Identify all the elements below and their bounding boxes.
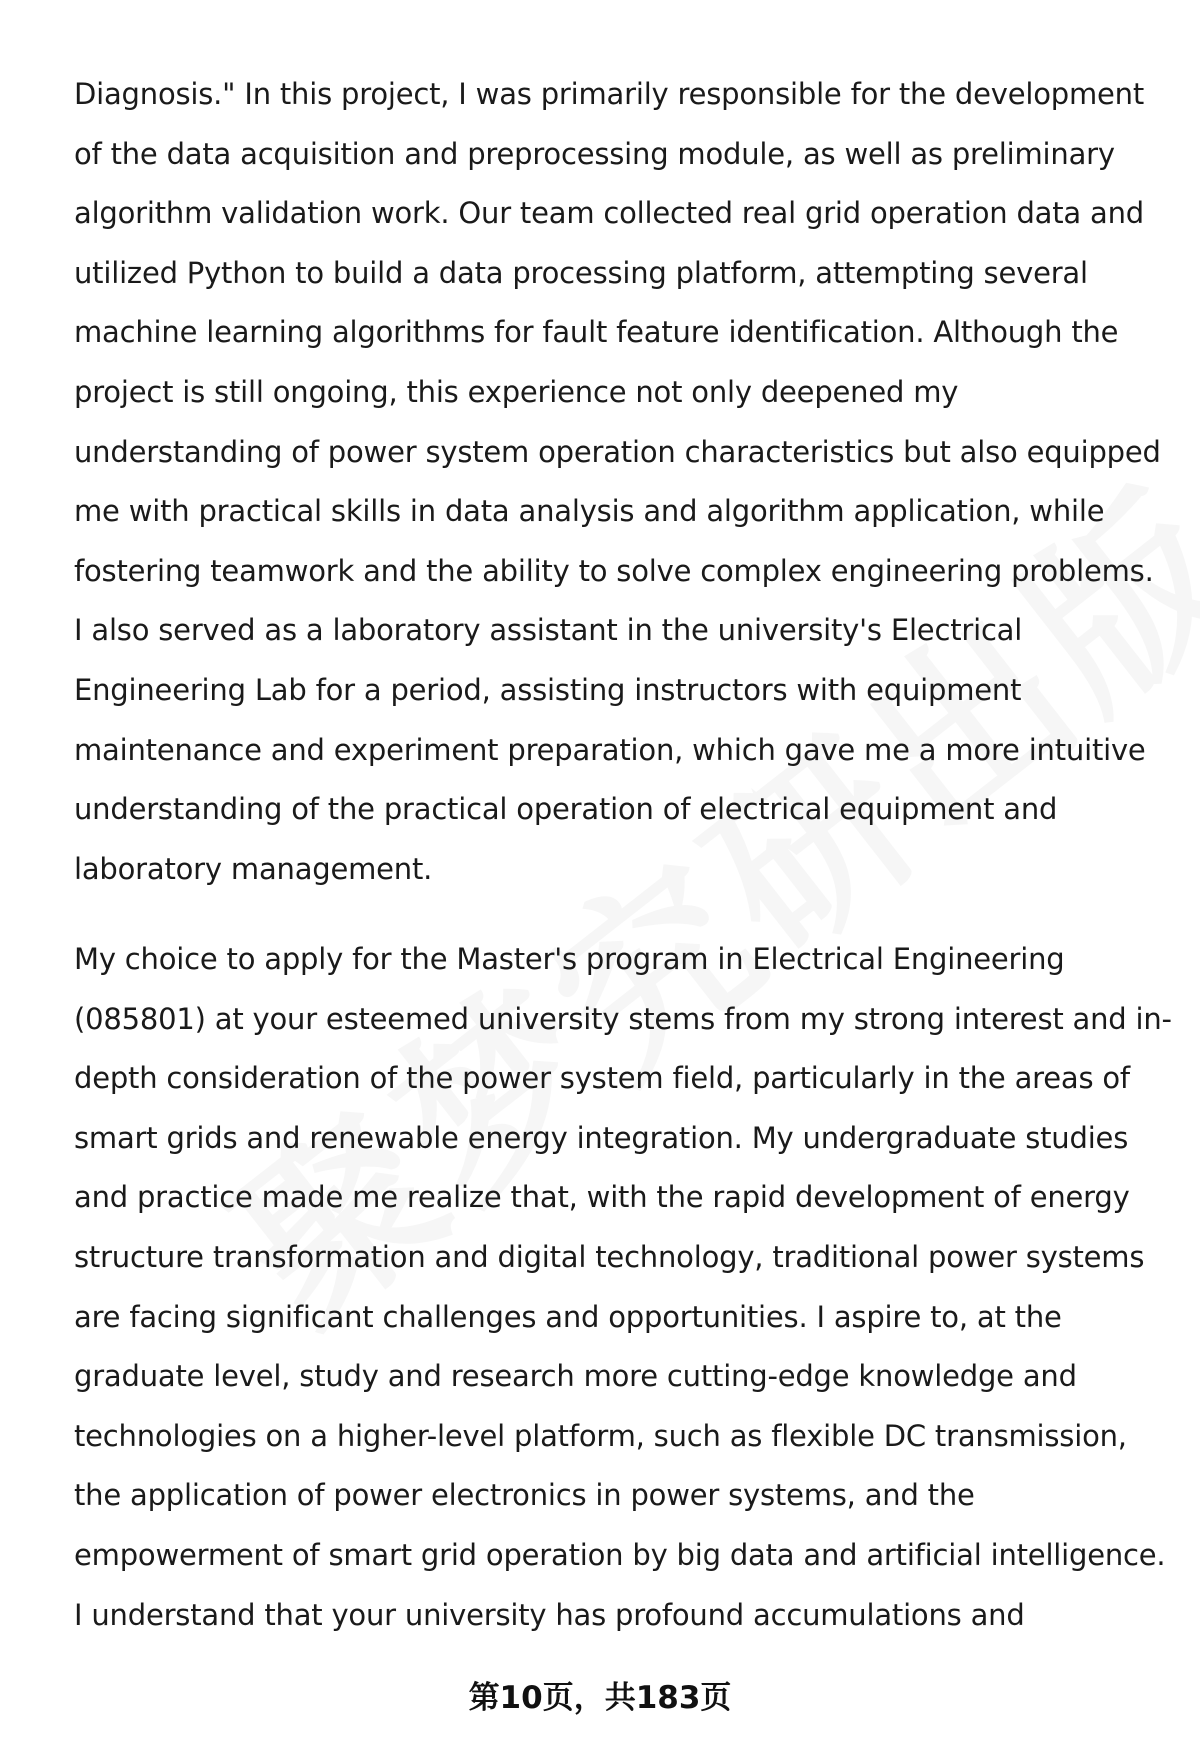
body-paragraph bbox=[74, 930, 1172, 1645]
text-line: maintenance and experiment preparation, which gave me a more intuitive bbox=[74, 732, 1146, 767]
text-line: empowerment of smart grid operation by big data and artificial intelligence. bbox=[74, 1537, 1166, 1572]
text-line: technologies on a higher-level platform, such as flexible DC transmission, bbox=[74, 1418, 1127, 1453]
text-line: I also served as a laboratory assistant in the university's Electrical bbox=[74, 613, 1023, 648]
text-line: understanding of the practical operation of electrical equipment and bbox=[74, 792, 1058, 827]
text-line: smart grids and renewable energy integration. My undergraduate studies bbox=[74, 1120, 1129, 1155]
text-line: and practice made me realize that, with the rapid development of energy bbox=[74, 1180, 1130, 1215]
text-line: structure transformation and digital technology, traditional power systems bbox=[74, 1239, 1145, 1274]
text-line: Engineering Lab for a period, assisting instructors with equipment bbox=[74, 672, 1022, 707]
text-line: of the data acquisition and preprocessing module, as well as preliminary bbox=[74, 136, 1115, 171]
text-line: algorithm validation work. Our team collected real grid operation data and bbox=[74, 196, 1144, 231]
text-line: depth consideration of the power system field, particularly in the areas of bbox=[74, 1061, 1130, 1096]
text-line: utilized Python to build a data processing platform, attempting several bbox=[74, 255, 1088, 290]
text-line: machine learning algorithms for fault feature identification. Although the bbox=[74, 315, 1119, 350]
text-line: me with practical skills in data analysis and algorithm application, while bbox=[74, 494, 1105, 529]
text-line: I understand that your university has profound accumulations and bbox=[74, 1597, 1025, 1632]
text-line: the application of power electronics in power systems, and the bbox=[74, 1478, 975, 1513]
text-line: understanding of power system operation characteristics but also equipped bbox=[74, 434, 1161, 469]
text-line: graduate level, study and research more cutting-edge knowledge and bbox=[74, 1359, 1077, 1394]
text-line: Diagnosis." In this project, I was primarily responsible for the development bbox=[74, 77, 1144, 111]
text-line: (085801) at your esteemed university stems from my strong interest and in- bbox=[74, 1001, 1172, 1036]
text-line: My choice to apply for the Master's program in Electrical Engineering bbox=[74, 942, 1065, 976]
page-number-footer: 第10页，共183页 bbox=[468, 1680, 732, 1716]
text-line: fostering teamwork and the ability to solve complex engineering problems. bbox=[74, 553, 1154, 588]
text-line: project is still ongoing, this experience not only deepened my bbox=[74, 374, 959, 409]
text-line: laboratory management. bbox=[74, 851, 433, 886]
text-line: are facing significant challenges and opportunities. I aspire to, at the bbox=[74, 1299, 1062, 1334]
body-paragraph bbox=[74, 65, 1161, 899]
